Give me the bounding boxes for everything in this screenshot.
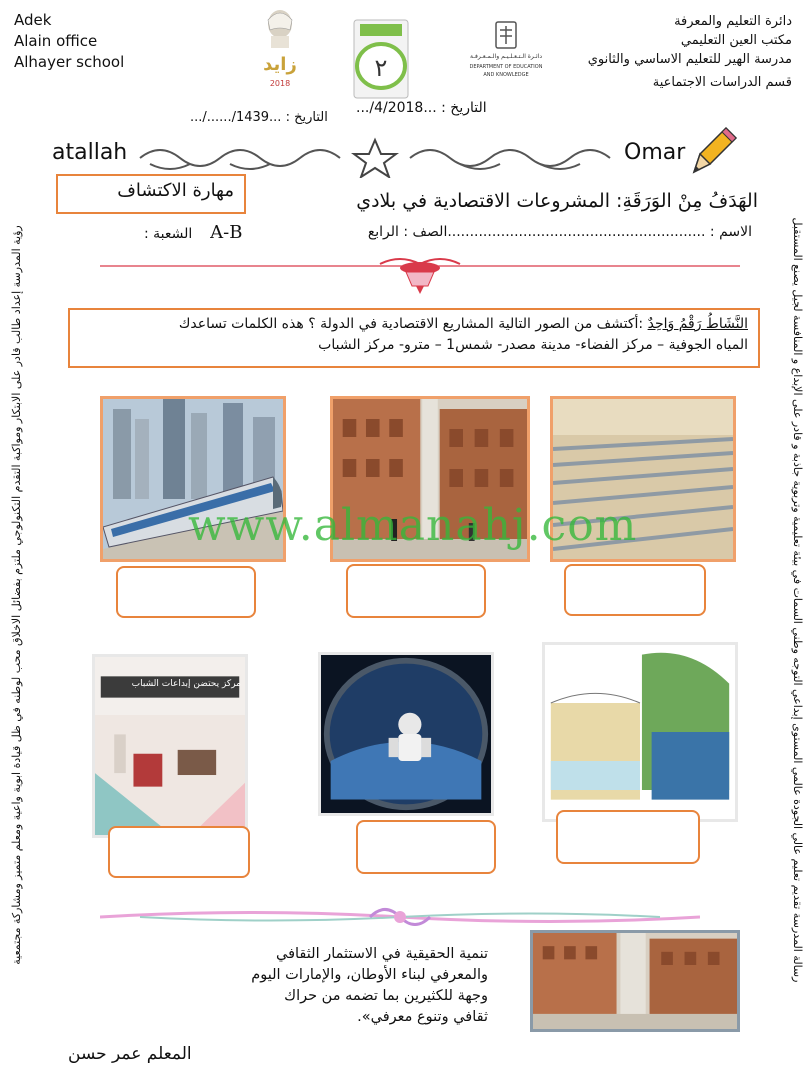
activity-text: :أكتشف من الصور التالية المشاريع الاقتصادية في الدولة ؟ هذه الكلمات تساعدك <box>178 316 648 332</box>
youth-center-image <box>92 654 248 838</box>
section-value: A-B <box>210 222 243 243</box>
zayed-year-logo <box>252 6 308 92</box>
adek-logo <box>464 20 548 82</box>
star-icon <box>354 140 396 177</box>
header-ar-line1: دائرة التعليم والمعرفة <box>674 14 792 29</box>
activity-instructions-box <box>68 308 760 368</box>
header-ar-line3: مدرسة الهير للتعليم الاساسي والثانوي <box>587 52 792 67</box>
header-en-line3: Alhayer school <box>14 53 125 71</box>
answer-box-solar[interactable] <box>564 564 706 616</box>
hijri-date: التاريخ : ...1439/....../... <box>190 110 328 125</box>
school-vision-sidebar <box>10 130 32 1060</box>
section-label: الشعبة : <box>144 226 193 242</box>
school-mission-sidebar <box>782 130 804 1070</box>
pastel-flourish-divider <box>100 900 700 934</box>
zayed-logo-text: زايد <box>263 54 297 75</box>
student-name-field[interactable]: الاسم : ..........................................................الصف : الرابع <box>367 224 752 240</box>
answer-box-masdar[interactable] <box>346 564 486 618</box>
activity-word-bank: المياه الجوفية – مركز الفضاء- مدينة مصدر- شمس1 – مترو- مركز الشباب <box>318 337 748 353</box>
answer-box-space-center[interactable] <box>356 820 496 874</box>
adek-logo-ar: دائـرة الـتـعـلـيـم والـمـعـرفـة <box>470 53 542 60</box>
website-watermark: www.almanahj.com <box>188 500 638 551</box>
student-name-right: Omar <box>624 140 686 165</box>
header-ar-line4: قسم الدراسات الاجتماعية <box>652 75 792 90</box>
space-center-image <box>318 652 494 816</box>
adek-logo-en2: AND KNOWLEDGE <box>483 72 529 78</box>
ornamental-divider <box>100 254 740 298</box>
answer-box-youth-center[interactable] <box>108 826 250 878</box>
youth-center-title: مركز يحتضن إبداعات الشباب <box>131 679 241 689</box>
activity-title: النَّشَاطُ رَقْمُ وَاحِدٌ <box>647 316 748 332</box>
header-ar-line2: مكتب العين التعليمي <box>680 33 792 48</box>
school-header-en <box>14 10 124 73</box>
gregorian-date: التاريخ : ...4/2018/... <box>356 100 487 116</box>
student-name-left: atallah <box>52 140 128 165</box>
teacher-name: المعلم عمر حسن <box>68 1044 192 1064</box>
masdar-city-small-image <box>530 930 740 1032</box>
school-header-ar <box>588 12 792 92</box>
school-mission-text: رسالة المدرسة تقديم تعليم عالي الجودة عالمي المستوى إبداعي التوجه وطني السمات في بيئة تعليمية وتربوية جاذبة و قادر على الإبداع و المنافسة لجيل يصنع المستقبل <box>791 217 804 983</box>
header-en-line1: Adek <box>14 11 52 29</box>
worksheet-goal: الهَدَفُ مِنْ الوَرَقَةِ: المشروعات الاقتصادية في بلادي <box>356 190 758 212</box>
skill-label-box: مهارة الاكتشاف <box>56 174 246 214</box>
culture-quote: تنمية الحقيقية في الاستثمار الثقافي والمعرفي لبناء الأوطان، والإمارات اليوم وجهة للكثيرين بما تضمه من حراك ثقافي وتنوع معرفي». <box>251 946 488 1025</box>
answer-box-groundwater[interactable] <box>556 810 700 864</box>
section-field <box>144 222 242 243</box>
school-vision-text: رؤية المدرسة إعداد طالب قادر على الابتكار ومواكبة التقدم التكنولوجي ملتزم بفضائل الاخلاق محب لوطنه في ظل قيادة ابوية واعية ومعلم متميز ومشاركة مجتمعية <box>10 225 23 965</box>
pencil-icon <box>686 124 738 180</box>
worksheet-number: ٢ <box>374 54 388 82</box>
worksheet-number-badge <box>348 18 414 100</box>
adek-logo-en1: DEPARTMENT OF EDUCATION <box>469 64 543 70</box>
groundwater-diagram-image <box>542 642 738 822</box>
header-en-line2: Alain office <box>14 32 98 50</box>
zayed-logo-year: 2018 <box>269 79 291 88</box>
answer-box-metro[interactable] <box>116 566 256 618</box>
ornament-border <box>130 136 620 178</box>
